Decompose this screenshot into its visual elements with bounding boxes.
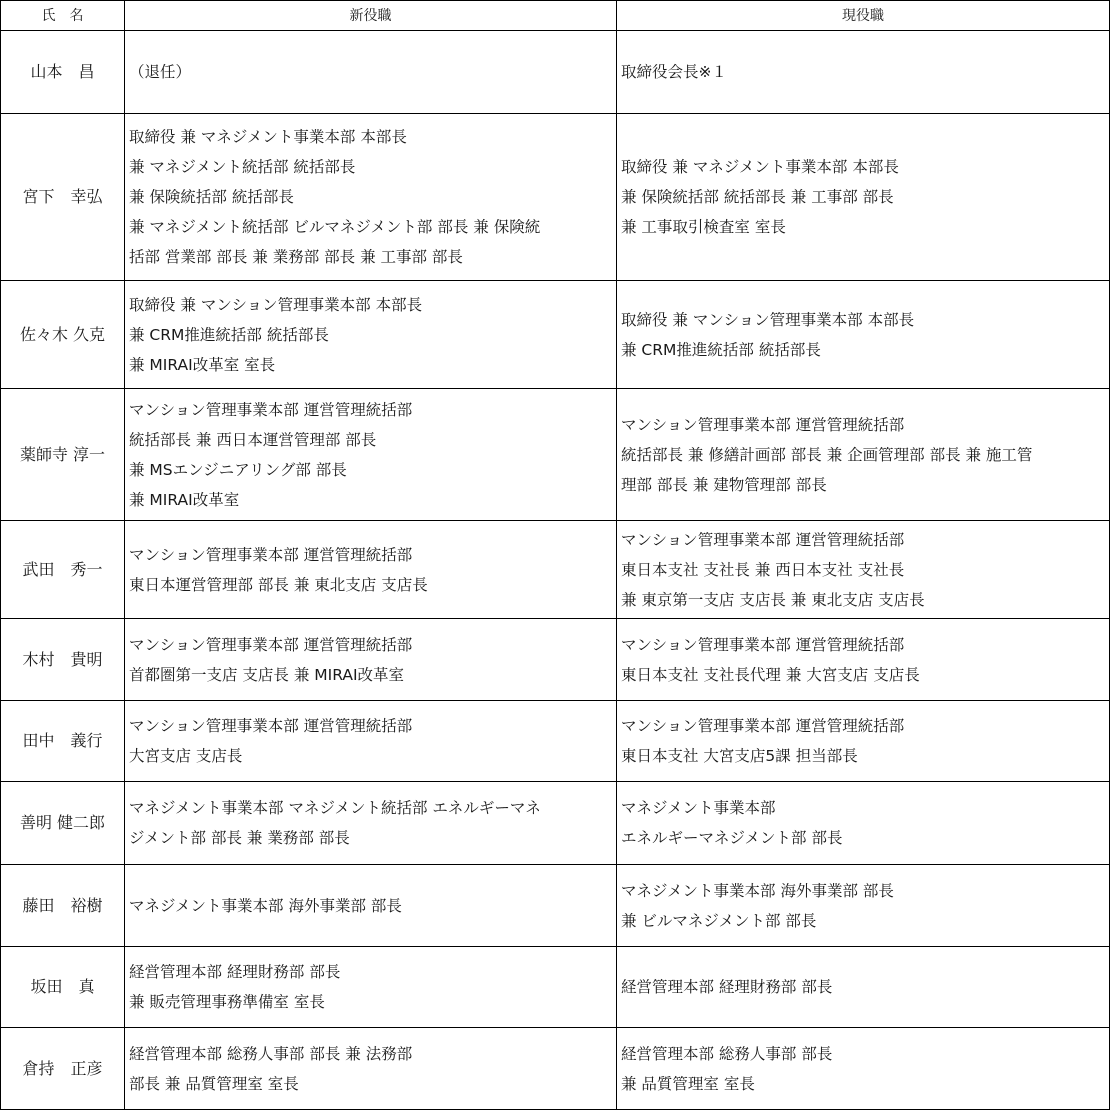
current-position-cell — [617, 1028, 1110, 1110]
position-line: 東日本運営管理部 部長 兼 東北支店 支店長 — [129, 575, 428, 594]
new-position-cell — [125, 521, 617, 619]
person-name: 佐々木 久克 — [1, 281, 125, 389]
new-position-cell — [125, 281, 617, 389]
position-line: 首都圏第一支店 支店長 兼 MIRAI改革室 — [129, 665, 405, 684]
person-name: 倉持 正彦 — [1, 1028, 125, 1110]
header-name: 氏 名 — [1, 1, 125, 31]
position-line: 兼 MIRAI改革室 — [129, 490, 240, 509]
position-line: 経営管理本部 総務人事部 部長 兼 法務部 — [129, 1044, 413, 1063]
table-row — [1, 114, 1110, 281]
current-position-cell — [617, 114, 1110, 281]
person-name: 坂田 真 — [1, 947, 125, 1028]
position-line: エネルギーマネジメント部 部長 — [621, 829, 843, 847]
position-line: 兼 品質管理室 室長 — [621, 1074, 755, 1093]
position-line: 大宮支店 支店長 — [129, 747, 243, 765]
current-position-cell — [617, 281, 1110, 389]
position-line: マンション管理事業本部 運営管理統括部 — [129, 545, 413, 564]
position-line: マンション管理事業本部 運営管理統括部 — [621, 530, 905, 549]
header-new-position: 新役職 — [125, 1, 617, 31]
position-line: 兼 東京第一支店 支店長 兼 東北支店 支店長 — [621, 590, 925, 609]
position-line: 統括部長 兼 修繕計画部 部長 兼 企画管理部 部長 兼 施工管 — [621, 445, 1033, 464]
current-position-cell — [617, 782, 1110, 865]
current-position-cell — [617, 619, 1110, 701]
new-position-cell — [125, 114, 617, 281]
position-line: 兼 CRM推進統括部 統括部長 — [621, 340, 821, 359]
position-line: マンション管理事業本部 運営管理統括部 — [129, 400, 413, 419]
position-line: 東日本支社 大宮支店5課 担当部長 — [621, 747, 858, 765]
position-line: マネジメント事業本部 マネジメント統括部 エネルギーマネ — [129, 799, 541, 817]
position-line: 兼 CRM推進統括部 統括部長 — [129, 325, 329, 344]
position-line: 部長 兼 品質管理室 室長 — [129, 1074, 299, 1093]
new-position-cell — [125, 865, 617, 947]
current-position-cell — [617, 947, 1110, 1028]
position-line: 兼 工事取引検査室 室長 — [621, 218, 786, 236]
person-name: 薬師寺 淳一 — [1, 389, 125, 521]
position-line: 兼 MIRAI改革室 室長 — [129, 355, 276, 374]
new-position-cell — [125, 701, 617, 782]
position-line: マンション管理事業本部 運営管理統括部 — [129, 635, 413, 654]
table-row — [1, 701, 1110, 782]
position-line: 経営管理本部 経理財務部 部長 — [621, 978, 833, 996]
person-name: 木村 貴明 — [1, 619, 125, 701]
position-line: 兼 マネジメント統括部 統括部長 — [129, 158, 356, 176]
position-line: マネジメント事業本部 海外事業部 部長 — [129, 896, 402, 915]
new-position-cell — [125, 782, 617, 865]
header-current-position: 現役職 — [617, 1, 1110, 31]
position-line: （退任） — [129, 63, 192, 81]
current-position-cell — [617, 521, 1110, 619]
position-line: 理部 部長 兼 建物管理部 部長 — [621, 475, 827, 494]
table-body — [1, 31, 1110, 1110]
position-line: 経営管理本部 総務人事部 部長 — [621, 1044, 833, 1063]
person-name: 山本 昌 — [1, 31, 125, 114]
table-row — [1, 947, 1110, 1028]
table-row — [1, 1028, 1110, 1110]
table-row — [1, 31, 1110, 114]
position-line: 取締役 兼 マネジメント事業本部 本部長 — [621, 158, 899, 176]
current-position-cell — [617, 31, 1110, 114]
person-name: 宮下 幸弘 — [1, 114, 125, 281]
position-line: 取締役 兼 マネジメント事業本部 本部長 — [129, 128, 407, 146]
position-line: 取締役 兼 マンション管理事業本部 本部長 — [129, 295, 423, 314]
position-line: 兼 マネジメント統括部 ビルマネジメント部 部長 兼 保険統 — [129, 218, 541, 236]
new-position-cell — [125, 389, 617, 521]
current-position-cell — [617, 389, 1110, 521]
current-position-cell — [617, 701, 1110, 782]
header-row — [1, 1, 1110, 31]
position-line: 統括部長 兼 西日本運営管理部 部長 — [129, 430, 377, 449]
position-line: マンション管理事業本部 運営管理統括部 — [621, 415, 905, 434]
position-line: 経営管理本部 経理財務部 部長 — [129, 963, 341, 981]
position-line: ジメント部 部長 兼 業務部 部長 — [129, 829, 350, 847]
position-line: 東日本支社 支社長代理 兼 大宮支店 支店長 — [621, 665, 920, 684]
position-line: 取締役 兼 マンション管理事業本部 本部長 — [621, 310, 915, 329]
position-line: マンション管理事業本部 運営管理統括部 — [129, 717, 413, 735]
table-row — [1, 865, 1110, 947]
position-line: 兼 MSエンジニアリング部 部長 — [129, 460, 347, 479]
position-line: 東日本支社 支社長 兼 西日本支社 支社長 — [621, 560, 905, 579]
current-position-cell — [617, 865, 1110, 947]
table-row — [1, 619, 1110, 701]
table-row — [1, 521, 1110, 619]
new-position-cell — [125, 947, 617, 1028]
position-line: 取締役会長※１ — [621, 63, 727, 81]
position-line: マネジメント事業本部 海外事業部 部長 — [621, 881, 894, 900]
table-row — [1, 281, 1110, 389]
table-row — [1, 389, 1110, 521]
position-line: マンション管理事業本部 運営管理統括部 — [621, 635, 905, 654]
position-line: 兼 販売管理事務準備室 室長 — [129, 993, 325, 1011]
position-line: マンション管理事業本部 運営管理統括部 — [621, 717, 905, 735]
new-position-cell — [125, 1028, 617, 1110]
new-position-cell — [125, 31, 617, 114]
position-line: マネジメント事業本部 — [621, 799, 776, 817]
person-name: 藤田 裕樹 — [1, 865, 125, 947]
table-row — [1, 782, 1110, 865]
position-line: 兼 保険統括部 統括部長 兼 工事部 部長 — [621, 188, 894, 206]
person-name: 善明 健二郎 — [1, 782, 125, 865]
position-line: 兼 ビルマネジメント部 部長 — [621, 911, 817, 930]
position-line: 括部 営業部 部長 兼 業務部 部長 兼 工事部 部長 — [129, 248, 463, 266]
person-name: 武田 秀一 — [1, 521, 125, 619]
person-name: 田中 義行 — [1, 701, 125, 782]
position-line: 兼 保険統括部 統括部長 — [129, 188, 294, 206]
new-position-cell — [125, 619, 617, 701]
